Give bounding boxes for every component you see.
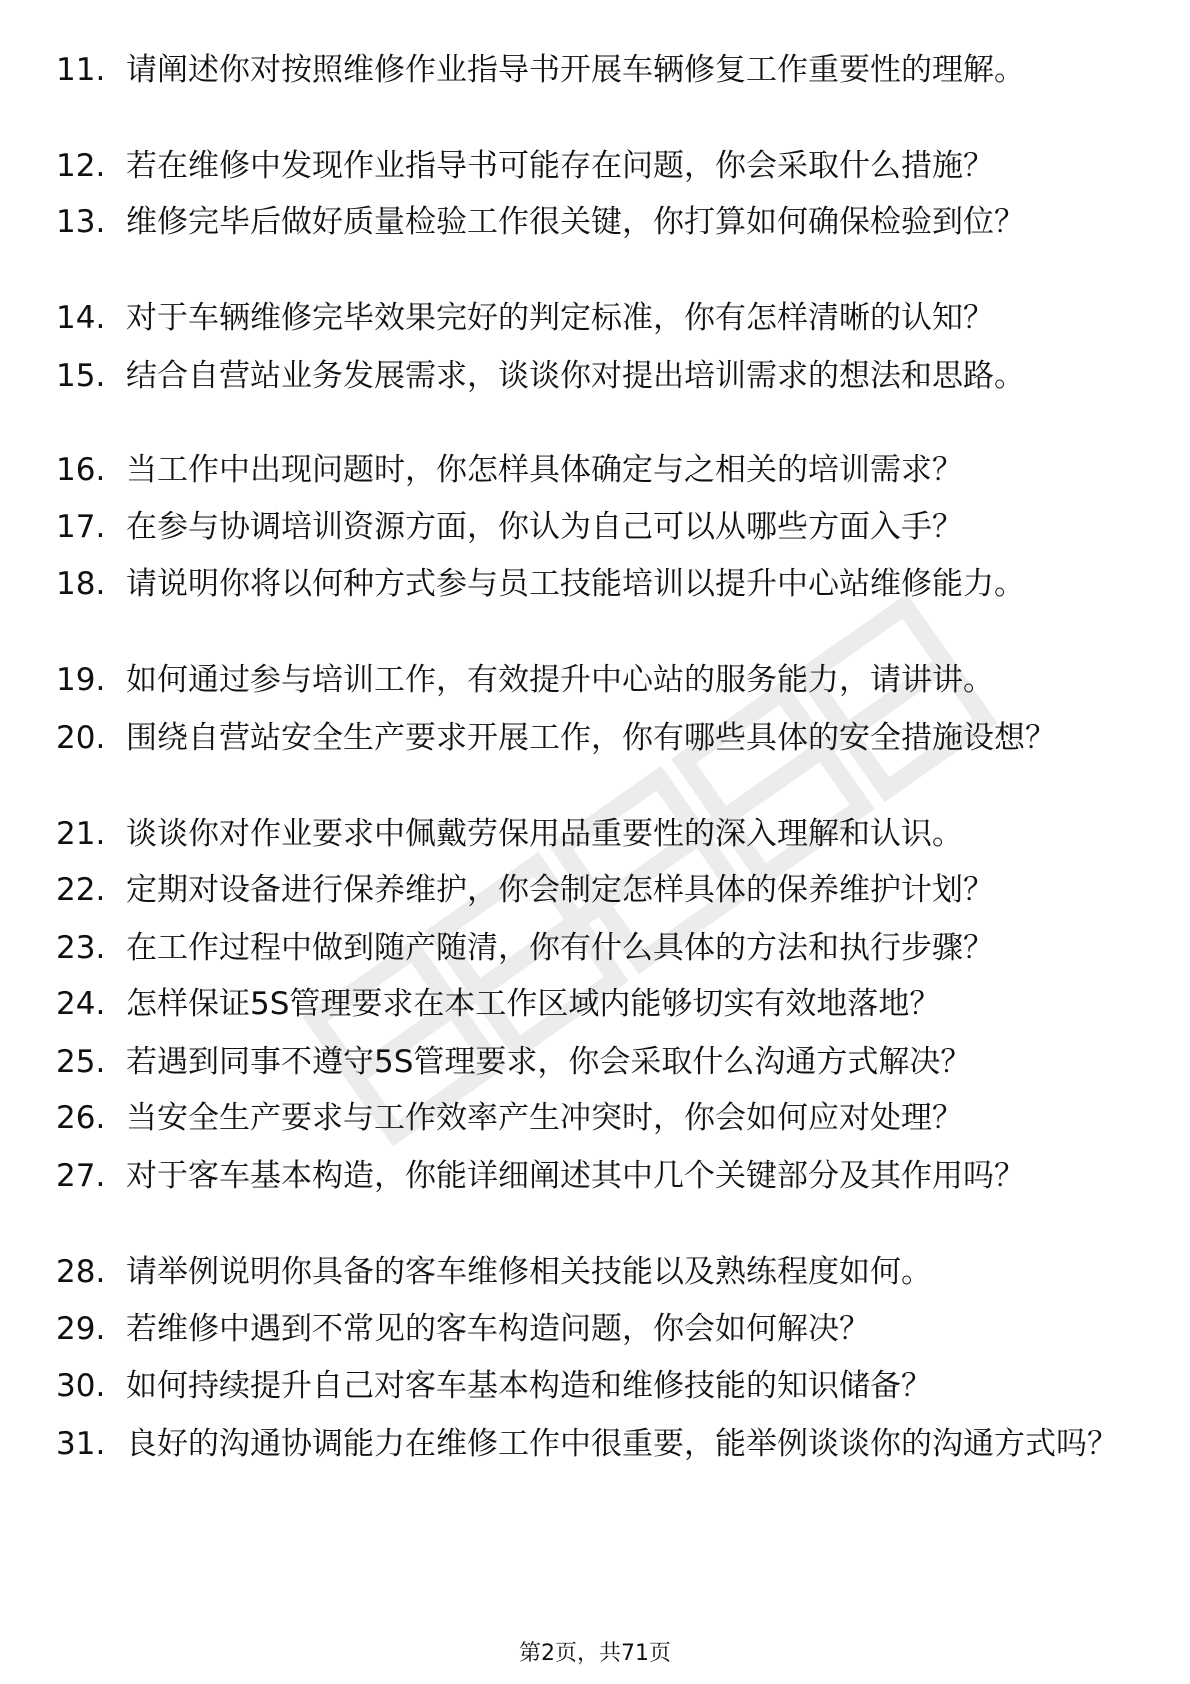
question-text: 当安全生产要求与工作效率产生冲突时，你会如何应对处理？ bbox=[126, 1100, 963, 1136]
question-number: 12. bbox=[56, 148, 106, 184]
question-number: 30. bbox=[56, 1368, 106, 1404]
question-number: 20. bbox=[56, 720, 106, 756]
question-text: 围绕自营站安全生产要求开展工作，你有哪些具体的安全措施设想？ bbox=[126, 720, 1056, 756]
question-number: 22. bbox=[56, 872, 106, 908]
question-text: 若维修中遇到不常见的客车构造问题，你会如何解决？ bbox=[126, 1311, 870, 1347]
question-number: 23. bbox=[56, 930, 106, 966]
question-text: 对于车辆维修完毕效果完好的判定标准，你有怎样清晰的认知？ bbox=[126, 300, 994, 336]
question-text: 结合自营站业务发展需求，谈谈你对提出培训需求的想法和思路。 bbox=[126, 358, 1025, 394]
question-text: 在工作过程中做到随产随清，你有什么具体的方法和执行步骤？ bbox=[126, 930, 994, 966]
question-number: 31. bbox=[56, 1426, 106, 1462]
question-number: 25. bbox=[56, 1044, 106, 1080]
question-text: 若在维修中发现作业指导书可能存在问题，你会采取什么措施？ bbox=[126, 148, 994, 184]
question-number: 26. bbox=[56, 1100, 106, 1136]
question-text: 请举例说明你具备的客车维修相关技能以及熟练程度如何。 bbox=[126, 1254, 932, 1290]
question-text: 如何通过参与培训工作，有效提升中心站的服务能力，请讲讲。 bbox=[126, 662, 994, 698]
question-number: 16. bbox=[56, 452, 106, 488]
page-number-label: 第2页，共71页 bbox=[519, 1641, 671, 1666]
question-text: 如何持续提升自己对客车基本构造和维修技能的知识储备？ bbox=[126, 1368, 932, 1404]
question-text: 当工作中出现问题时，你怎样具体确定与之相关的培训需求？ bbox=[126, 452, 963, 488]
question-text: 对于客车基本构造，你能详细阐述其中几个关键部分及其作用吗？ bbox=[126, 1158, 1025, 1194]
question-text: 良好的沟通协调能力在维修工作中很重要，能举例谈谈你的沟通方式吗？ bbox=[126, 1426, 1118, 1462]
question-text: 维修完毕后做好质量检验工作很关键，你打算如何确保检验到位？ bbox=[126, 204, 1025, 240]
question-number: 19. bbox=[56, 662, 106, 698]
question-number: 17. bbox=[56, 509, 106, 545]
question-number: 11. bbox=[56, 52, 106, 88]
question-text: 定期对设备进行保养维护，你会制定怎样具体的保养维护计划？ bbox=[126, 872, 994, 908]
question-text: 在参与协调培训资源方面，你认为自己可以从哪些方面入手？ bbox=[126, 509, 963, 545]
question-number: 27. bbox=[56, 1158, 106, 1194]
question-text: 若遇到同事不遵守5S管理要求，你会采取什么沟通方式解决？ bbox=[126, 1044, 972, 1080]
question-number: 24. bbox=[56, 986, 106, 1022]
question-number: 29. bbox=[56, 1311, 106, 1347]
question-text: 谈谈你对作业要求中佩戴劳保用品重要性的深入理解和认识。 bbox=[126, 816, 963, 852]
question-number: 14. bbox=[56, 300, 106, 336]
question-text: 请说明你将以何种方式参与员工技能培训以提升中心站维修能力。 bbox=[126, 566, 1025, 602]
question-text: 请阐述你对按照维修作业指导书开展车辆修复工作重要性的理解。 bbox=[126, 52, 1025, 88]
question-number: 18. bbox=[56, 566, 106, 602]
question-text: 怎样保证5S管理要求在本工作区域内能够切实有效地落地？ bbox=[126, 986, 941, 1022]
question-number: 13. bbox=[56, 204, 106, 240]
question-number: 21. bbox=[56, 816, 106, 852]
question-number: 28. bbox=[56, 1254, 106, 1290]
question-number: 15. bbox=[56, 358, 106, 394]
page-footer bbox=[0, 1640, 1190, 1668]
